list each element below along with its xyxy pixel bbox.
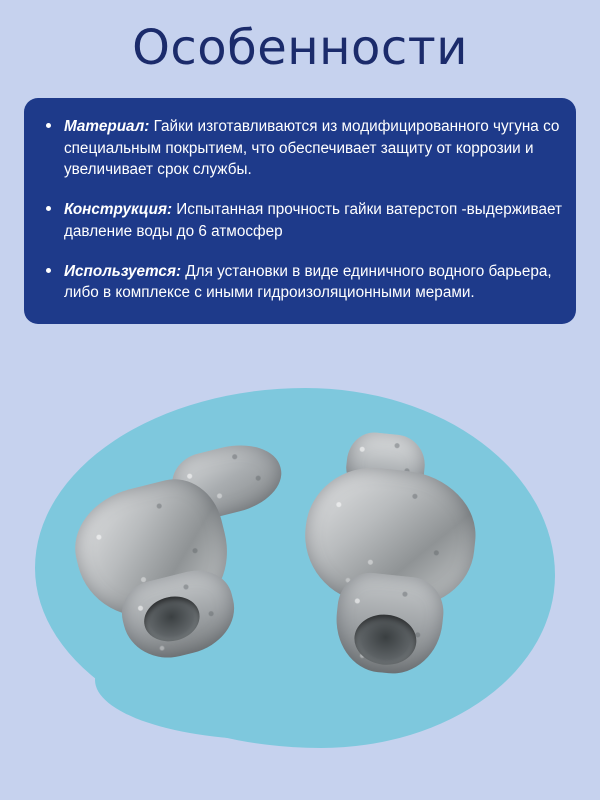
bullet-dot-icon — [46, 206, 51, 211]
list-item — [34, 199, 566, 242]
list-item — [34, 116, 566, 181]
page-title: Особенности — [132, 20, 468, 76]
feature-label: Используется: — [64, 262, 182, 280]
feature-text: Испытанная прочность гайки ватерстоп -выдерживает давление воды до 6 атмосфер — [64, 201, 562, 240]
bullet-dot-icon — [46, 123, 51, 128]
feature-text: Гайки изготавливаются из модифицированного чугуна со специальным покрытием, что обеспечивает защиту от коррозии и увеличивает срок службы. — [64, 118, 560, 179]
list-item — [34, 261, 566, 304]
bullet-dot-icon — [46, 268, 51, 273]
waterstop-nut-right — [273, 424, 512, 690]
feature-text: Для установки в виде единичного водного барьера, либо в комплексе с иными гидроизоляционными мерами. — [64, 262, 552, 302]
features-card — [24, 98, 576, 324]
product-photo — [0, 360, 600, 800]
feature-label: Материал: — [64, 118, 150, 135]
features-list — [34, 116, 566, 304]
feature-label: Конструкция: — [64, 201, 173, 219]
